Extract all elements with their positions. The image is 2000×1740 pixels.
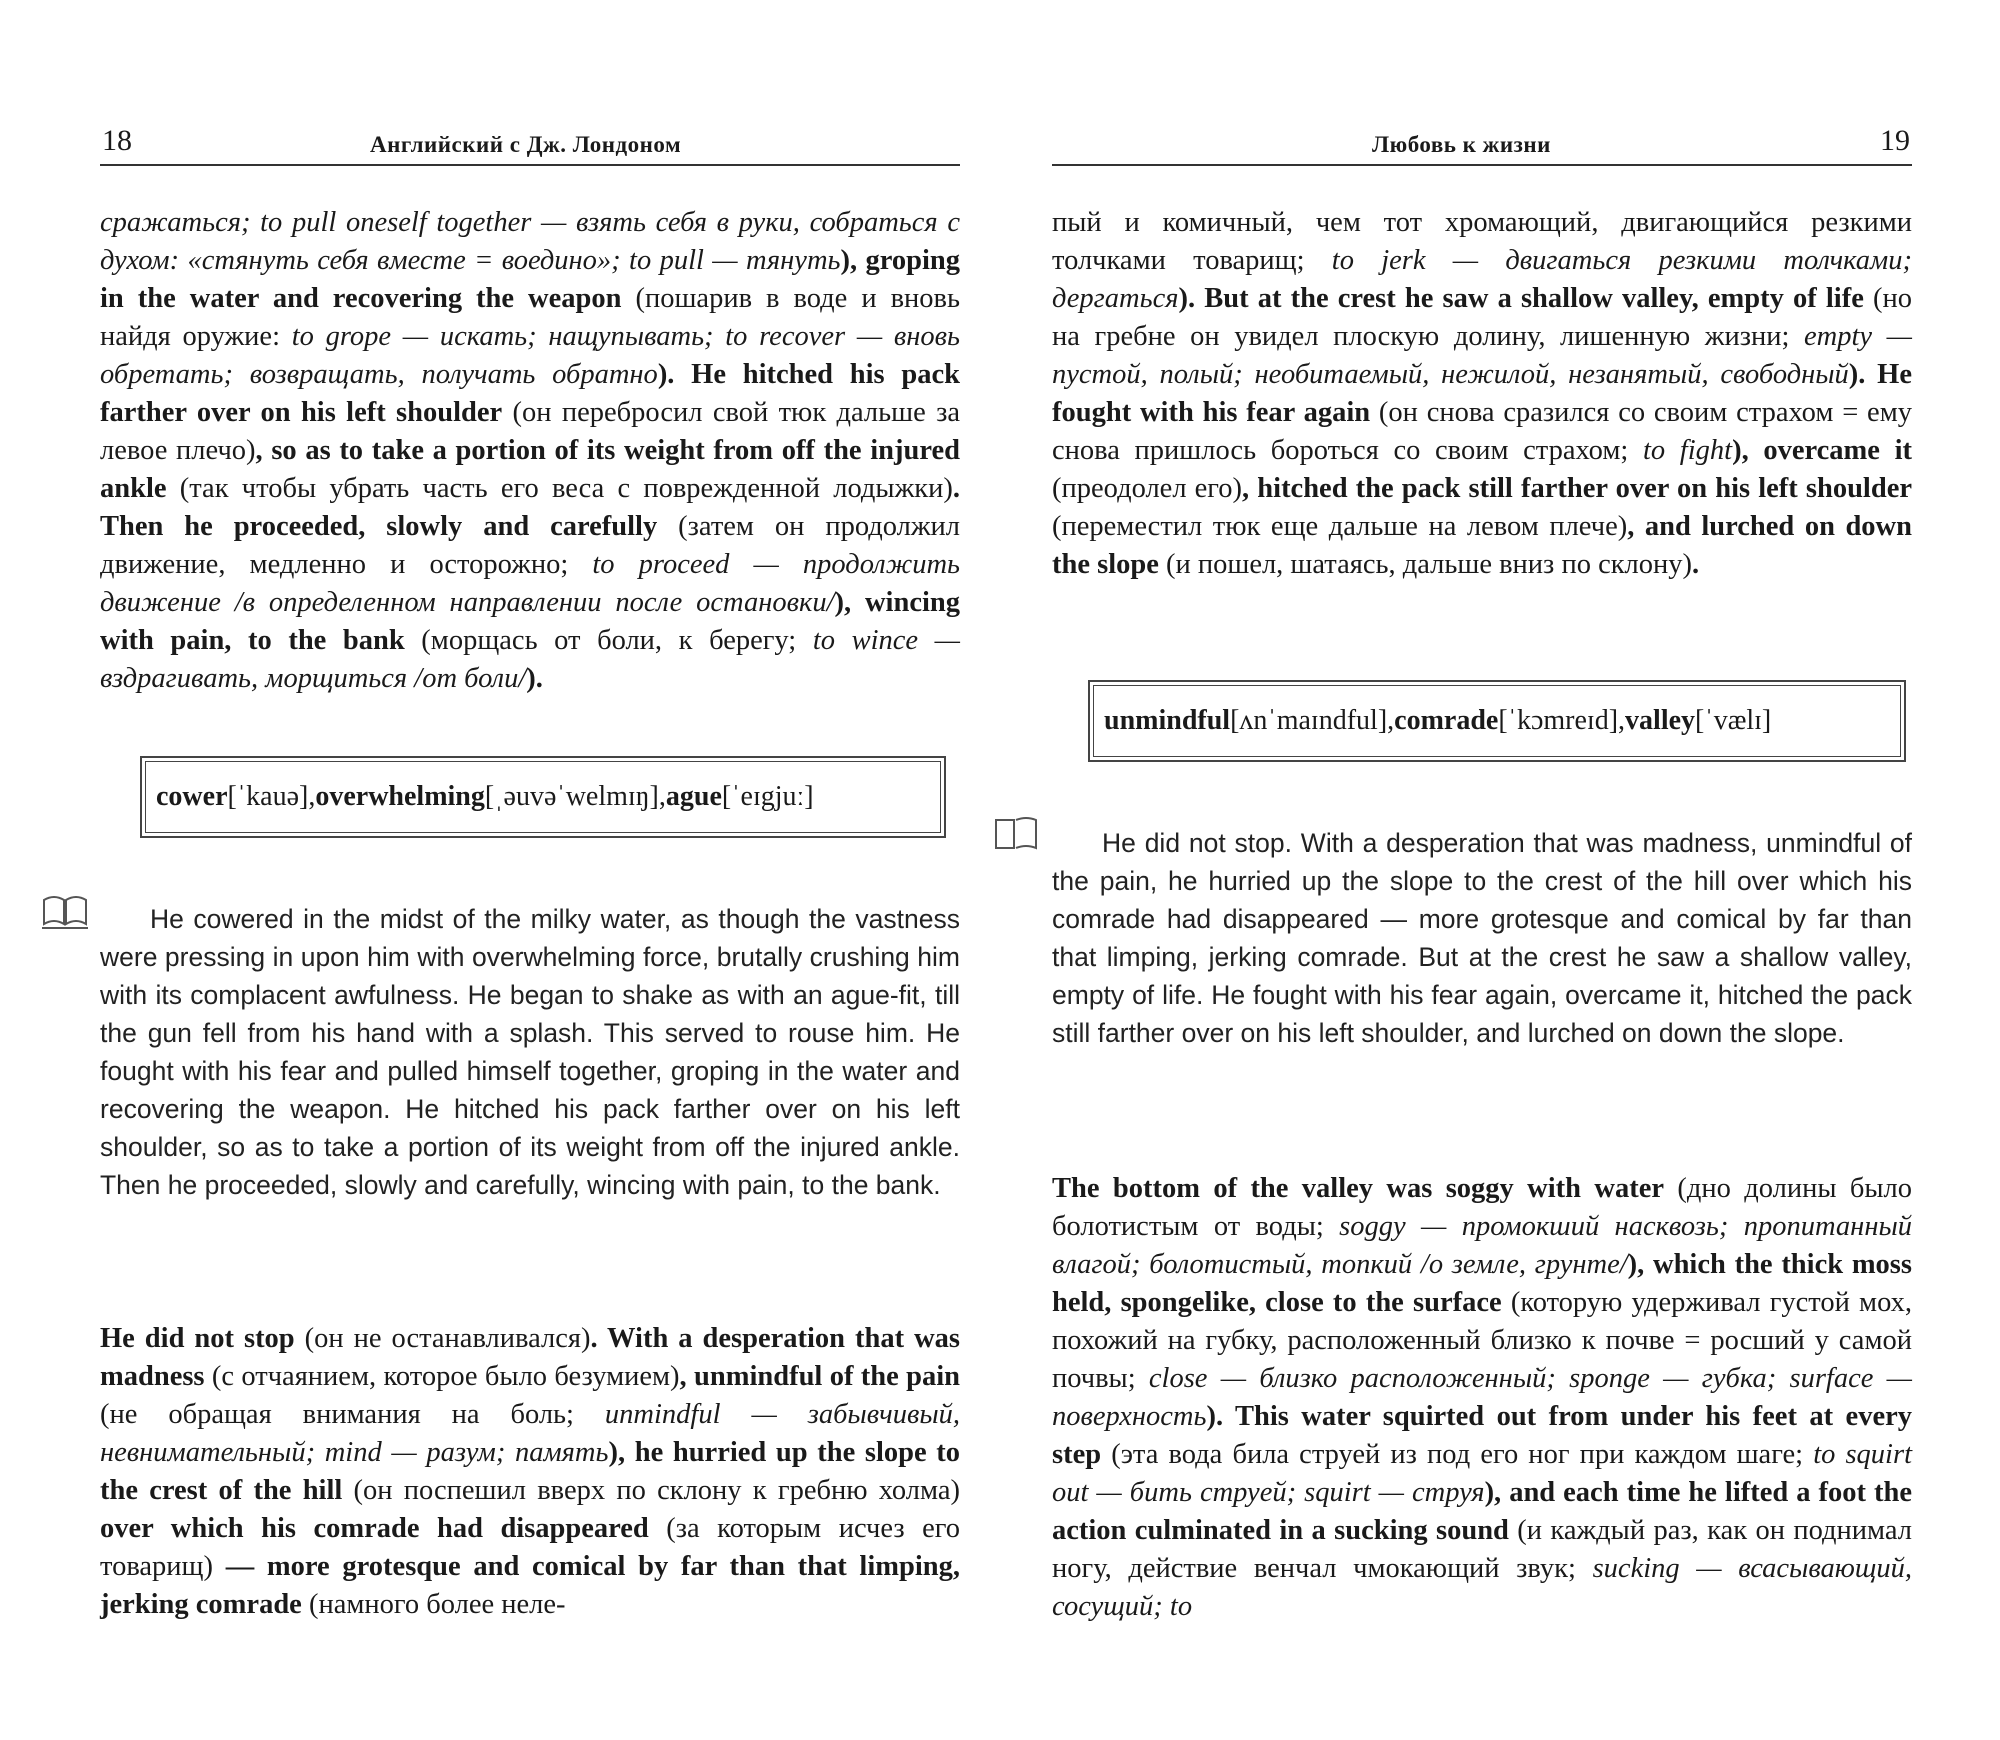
translation-text: (намного более неле- bbox=[301, 1589, 566, 1620]
translation-text: (он поспешил вверх по склону к гребню холма) bbox=[342, 1475, 961, 1506]
dictionary-note: to squirt out — бить струей; squirt — струя bbox=[1052, 1439, 1912, 1508]
translation-text: (преодолел его) bbox=[1052, 473, 1243, 504]
right-page-number: 19 bbox=[1880, 124, 1910, 157]
translation-text: (морщась от боли, к берегу; bbox=[404, 625, 813, 656]
dictionary-note: to wince — вздрагивать, морщиться /от боли/ bbox=[100, 625, 960, 694]
english-phrase: The bottom of the valley was soggy with water bbox=[1052, 1173, 1665, 1204]
right-running-head bbox=[1052, 118, 1912, 166]
english-phrase: . Then he proceeded, slowly and carefully bbox=[100, 473, 960, 542]
open-book-icon bbox=[992, 812, 1042, 854]
dictionary-note: to fight bbox=[1642, 435, 1733, 466]
left-pronunciation-box bbox=[140, 756, 946, 838]
left-pronunciation-text bbox=[145, 761, 941, 833]
english-phrase: unmindful bbox=[1104, 705, 1231, 736]
dictionary-note: sucking — всасывающий, сосущий; to bbox=[1052, 1553, 1913, 1622]
english-phrase: ), he hurried up the slope to the crest of the hill bbox=[100, 1437, 960, 1506]
left-commentary-paragraph-1 bbox=[100, 204, 960, 698]
english-phrase: groping in the water and recovering the weapon bbox=[100, 245, 960, 314]
english-phrase: He did not stop bbox=[100, 1323, 295, 1354]
english-phrase: . With a desperation that was madness bbox=[100, 1323, 960, 1392]
translation-text: (он перебросил свой тюк дальше за левое плечо) bbox=[100, 397, 960, 466]
english-phrase: ). But at the crest he saw a shallow valley, empty of life bbox=[1178, 283, 1864, 314]
english-phrase: ). He fought with his fear again bbox=[1052, 359, 1912, 428]
dictionary-note: to jerk — двигаться резкими толчками; дергаться bbox=[1052, 245, 1912, 314]
english-phrase: overwhelming bbox=[315, 781, 485, 812]
dictionary-note: to grope — искать; нащупывать; to recover — вновь обретать; возвращать, получать обратно bbox=[100, 321, 960, 390]
left-page-number: 18 bbox=[102, 124, 132, 157]
english-phrase: ). This water squirted out from under his feet at every step bbox=[1052, 1401, 1912, 1470]
english-phrase: ). He hitched his pack farther over on his left shoulder bbox=[100, 359, 961, 428]
translation-text: (дно долины было болотистым от воды; bbox=[1052, 1173, 1912, 1242]
translation-text: [ˈvælɪ] bbox=[1695, 705, 1772, 736]
translation-text: (за которым исчез его товарищ) bbox=[100, 1513, 960, 1582]
english-phrase: comrade bbox=[1394, 705, 1499, 736]
translation-text: [ʌnˈmaɪndful], bbox=[1230, 705, 1395, 736]
english-phrase: ), bbox=[840, 245, 866, 276]
translation-text: [ˌəuvəˈwelmɪŋ], bbox=[484, 781, 666, 812]
translation-text: (и пошел, шатаясь, дальше вниз по склону) bbox=[1158, 549, 1693, 580]
translation-text: (но на гребне он увидел плоскую долину, лишенную жизни; bbox=[1052, 283, 1913, 352]
translation-text: (не обращая внимания на боль; bbox=[100, 1399, 605, 1430]
translation-text: [ˈkɔmreɪd], bbox=[1498, 705, 1626, 736]
translation-text: (с отчаянием, которое было безумием) bbox=[204, 1361, 680, 1392]
english-phrase: . bbox=[1692, 549, 1700, 580]
english-phrase: cower bbox=[156, 781, 228, 812]
english-phrase: valley bbox=[1625, 705, 1696, 736]
english-phrase: , and lurched on down the slope bbox=[1052, 511, 1912, 580]
translation-text: (эта вода била струей из под его ног при каждом шаге; bbox=[1101, 1439, 1814, 1470]
dictionary-note: to proceed — продолжить движение /в определенном направлении после остановки/ bbox=[100, 549, 961, 618]
translation-text: [ˈeɪgjuː] bbox=[721, 781, 814, 812]
translation-text: (переместил тюк еще дальше на левом плече) bbox=[1052, 511, 1628, 542]
translation-text: (он снова сразился со своим страхом = ему снова пришлось бороться со своим страхом; bbox=[1052, 397, 1912, 466]
right-commentary-paragraph-2 bbox=[1052, 1170, 1912, 1626]
english-phrase: ). bbox=[526, 663, 543, 694]
right-english-passage: He did not stop. With a desperation that was madness, unmindful of the pain, he hurried up the slope to the crest of the hill over which his comrade had disappeared — more grotesque and comical by far than that limping, jerking comrade. But at the crest he saw a shallow valley, empty of life. He fought with his fear again, overcame it, hitched the pack still farther over on his left shoulder, and lurched on down the slope. bbox=[1052, 828, 1912, 1048]
dictionary-note: close — близко расположенный; sponge — губка; surface — поверхность bbox=[1052, 1363, 1912, 1432]
translation-text: (затем он продолжил движение, медленно и осторожно; bbox=[100, 511, 961, 580]
open-book-icon bbox=[40, 890, 90, 932]
dictionary-note: soggy — промокший насквозь; пропитанный влагой; болотистый, топкий /о земле, грунте/ bbox=[1052, 1211, 1913, 1280]
dictionary-note: сражаться; to pull oneself together — взять себя в руки, собраться с духом: «стянуть себя вместе = воедино»; to pull — тянуть bbox=[100, 207, 960, 276]
right-page bbox=[1052, 0, 1912, 1740]
translation-text: (он не останавливался) bbox=[294, 1323, 591, 1354]
left-page bbox=[100, 0, 960, 1740]
english-phrase: , so as to take a portion of its weight from off the injured ankle bbox=[100, 435, 960, 504]
english-phrase: ), which the thick moss held, spongelike, close to the surface bbox=[1052, 1249, 1912, 1318]
right-running-title: Любовь к жизни bbox=[1372, 132, 1551, 157]
english-phrase: ), wincing with pain, to the bank bbox=[100, 587, 960, 656]
translation-text: [ˈkauə], bbox=[227, 781, 316, 812]
english-phrase: ague bbox=[665, 781, 722, 812]
right-commentary-paragraph-1 bbox=[1052, 204, 1912, 584]
right-pronunciation-box bbox=[1088, 680, 1906, 762]
english-phrase: — more grotesque and comical by far than that limping, jerking comrade bbox=[100, 1551, 961, 1620]
dictionary-note: unmindful — забывчивый, невнимательный; mind — разум; память bbox=[100, 1399, 960, 1468]
english-phrase: , unmindful of the pain bbox=[679, 1361, 960, 1392]
right-pronunciation-text bbox=[1093, 685, 1901, 757]
left-commentary-paragraph-2 bbox=[100, 1320, 960, 1624]
english-phrase: ), and each time he lifted a foot the action culminated in a sucking sound bbox=[1052, 1477, 1912, 1546]
translation-text: (которую удерживал густой мох, похожий на губку, расположенный близко к почве = росший у самой почвы; bbox=[1052, 1287, 1913, 1394]
english-phrase: over which his comrade had disappeared bbox=[100, 1513, 649, 1544]
translation-text: пый и комичный, чем тот хромающий, двигающийся резкими толчками товарищ; bbox=[1052, 207, 1912, 276]
translation-text: (так чтобы убрать часть его веса с поврежденной лодыжки) bbox=[166, 473, 953, 504]
english-phrase: , hitched the pack still farther over on his left shoulder bbox=[1242, 473, 1912, 504]
left-running-title: Английский с Дж. Лондоном bbox=[370, 132, 682, 157]
translation-text: (пошарив в воде и вновь найдя оружие: bbox=[100, 283, 960, 352]
left-running-head bbox=[100, 118, 960, 166]
translation-text: (и каждый раз, как он поднимал ногу, действие венчал чмокающий звук; bbox=[1052, 1515, 1912, 1584]
left-english-passage: He cowered in the midst of the milky water, as though the vastness were pressing in upon him with overwhelming force, brutally crushing him with its complacent awfulness. He began to shake as with an ague-fit, till the gun fell from his hand with a splash. This served to rouse him. He fought with his fear and pulled himself together, groping in the water and recovering the weapon. He hitched his pack farther over on his left shoulder, so as to take a portion of its weight from off the injured ankle. Then he proceeded, slowly and carefully, wincing with pain, to the bank. bbox=[100, 904, 960, 1200]
dictionary-note: empty — пустой, полый; необитаемый, нежилой, незанятый, свободный bbox=[1052, 321, 1913, 390]
english-phrase: ), overcame it bbox=[1732, 435, 1912, 466]
